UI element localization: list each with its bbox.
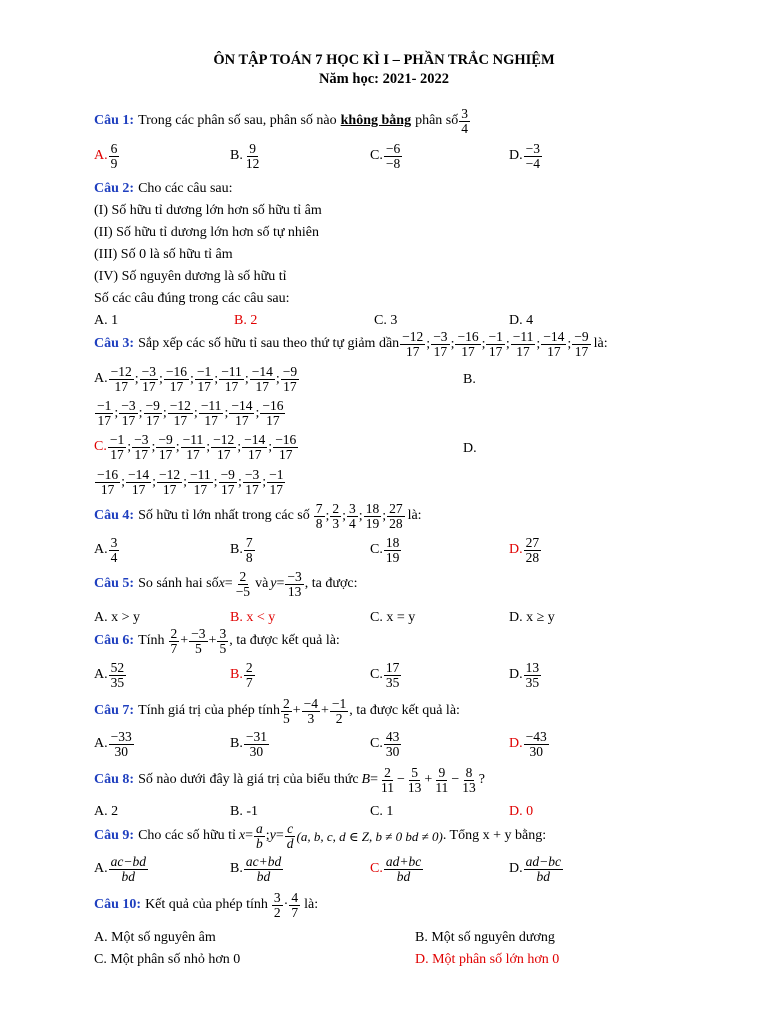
q8-option-c[interactable]: C. 1 (370, 804, 394, 819)
fraction: $\frac{-1}{17}$ (488, 329, 503, 359)
q6-option-d[interactable]: D. 13 35 (509, 660, 540, 690)
q5-option-a[interactable]: A. x > y (94, 610, 141, 625)
question-9: Câu 9: Cho các số hữu tỉ x = $\frac{a}{b}$ ; y = $\frac{c}{d}$ (a, b, c, d ∈ Z, b ≠ 0 bd ≠ 0) . Tổng x + y bằng: (94, 821, 547, 851)
q4-fraction-list: $\frac{7}{8}$ ; $\frac{2}{3}$ ; $\frac{3}{4}$ ; $\frac{18}{19}$ ; $\frac{27}{28}$ (315, 501, 403, 531)
q1-fraction: 3 4 (461, 106, 468, 136)
q2-statement-2: (II) Số hữu tỉ dương lớn hơn số tự nhiên (94, 225, 320, 240)
q3-fraction-list: $\frac{-12}{17}$ ; $\frac{-3}{17}$ ; $\frac{-16}{17}$ ; $\frac{-1}{17}$ ; $\frac{-11}{17}$ ; $\frac{-14}{17}$ ; $\frac{-9}{17}$ (402, 329, 589, 359)
question-7: Câu 7: Tính giá trị của phép tính 2 5 + $\frac{-4}{3}$ + $\frac{-1}{2}$ , ta được kết quả là: (94, 696, 460, 726)
fraction: $\frac{-14}{17}$ (244, 432, 266, 462)
q3-option-b[interactable]: $\frac{-1}{17}$ ; $\frac{-3}{17}$ ; $\frac{-9}{17}$ ; $\frac{-12}{17}$ ; $\frac{-11}{17}$ ; $\frac{-14}{17}$ ; $\frac{-16}{17}$ (97, 398, 284, 428)
q5-option-c[interactable]: C. x = y (370, 610, 416, 625)
fraction: $\frac{-12}{17}$ (169, 398, 191, 428)
q10-option-d[interactable]: D. Một phân số lớn hơn 0 (415, 952, 560, 967)
q3-option-c[interactable]: C. $\frac{-1}{17}$ ; $\frac{-3}{17}$ ; $\frac{-9}{17}$ ; $\frac{-11}{17}$ ; $\frac{-12}{17}$ ; $\frac{-14}{17}$ ; $\frac{-16}{17}$ (94, 432, 297, 462)
q1-post: phân số (415, 113, 459, 129)
page-subtitle: Năm học: 2021- 2022 (318, 71, 450, 87)
q9-option-b[interactable]: B. ac+bd bd (230, 854, 282, 884)
q10-option-b[interactable]: B. Một số nguyên dương (415, 930, 555, 945)
fraction: $\frac{-3}{17}$ (141, 364, 157, 394)
q2-option-b[interactable]: B. 2 (234, 313, 258, 328)
q2-ask: Số các câu đúng trong các câu sau: (94, 291, 290, 306)
fraction: $\frac{-9}{17}$ (220, 467, 235, 497)
q1-label: Câu 1: (94, 113, 135, 129)
q8-label: Câu 8: (94, 772, 135, 788)
q9-option-d[interactable]: D. ad−bc bd (509, 854, 561, 884)
fraction: $\frac{-11}{17}$ (221, 364, 242, 394)
q7-option-b[interactable]: B. −31 30 (230, 729, 267, 759)
fraction: $\frac{-14}{17}$ (128, 467, 150, 497)
q8-option-a[interactable]: A. 2 (94, 804, 119, 819)
q2-option-d[interactable]: D. 4 (509, 313, 534, 328)
q4-option-b[interactable]: B. 7 8 (230, 535, 253, 565)
q9-option-c[interactable]: C. ad+bc bd (370, 854, 422, 884)
q10-option-a[interactable]: A. Một số nguyên âm (94, 930, 216, 945)
q1-emph: không bằng (340, 113, 412, 129)
q5-label: Câu 5: (94, 576, 135, 592)
q3-option-d[interactable]: $\frac{-16}{17}$ ; $\frac{-14}{17}$ ; $\frac{-12}{17}$ ; $\frac{-11}{17}$ ; $\frac{-9}{17}$ ; $\frac{-3}{17}$ ; $\frac{-1}{17}$ (97, 467, 284, 497)
question-3 (94, 330, 608, 359)
fraction: $\frac{-3}{17}$ (433, 329, 448, 359)
q10-text: Kết quả của phép tính (145, 897, 268, 913)
question-2 (94, 182, 233, 196)
fraction: $\frac{-9}{17}$ (145, 398, 160, 428)
q1-text: Trong các phân số sau, phân số nào (138, 113, 337, 129)
fraction: $\frac{-11}{17}$ (200, 398, 222, 428)
q10-label: Câu 10: (94, 897, 142, 913)
q3-option-b-label[interactable]: B. (463, 372, 476, 387)
question-5: Câu 5: So sánh hai số x = $\frac{2}{-5}$ và y = $\frac{-3}{13}$ , ta được: (94, 569, 358, 599)
fraction: $\frac{-3}{17}$ (244, 467, 260, 497)
fraction: $\frac{-12}{17}$ (213, 432, 235, 462)
fraction: $\frac{-16}{17}$ (262, 398, 284, 428)
q4-label: Câu 4: (94, 508, 135, 524)
q2-option-c[interactable]: C. 3 (374, 313, 398, 328)
page-title: ÔN TẬP TOÁN 7 HỌC KÌ I – PHẦN TRẮC NGHIỆM (213, 52, 555, 68)
fraction: $\frac{-11}{17}$ (182, 432, 204, 462)
q6-option-a[interactable]: A. 52 35 (94, 660, 125, 690)
fraction: $\frac{-11}{17}$ (190, 467, 211, 497)
q6-text: Tính (138, 633, 165, 649)
fraction: $\frac{-1}{17}$ (269, 467, 284, 497)
fraction: $\frac{-16}{17}$ (97, 467, 119, 497)
fraction: $\frac{-9}{17}$ (158, 432, 173, 462)
q7-option-a[interactable]: A. −33 30 (94, 729, 132, 759)
fraction: $\frac{3}{4}$ (349, 501, 356, 531)
fraction: $\frac{-3}{17}$ (121, 398, 136, 428)
q3-option-d-label[interactable]: D. (463, 441, 477, 456)
fraction: $\frac{18}{19}$ (365, 501, 380, 531)
q4-text: Số hữu tỉ lớn nhất trong các số (138, 508, 310, 524)
fraction: $\frac{-12}{17}$ (110, 364, 132, 394)
q4-end: là: (407, 508, 422, 524)
question-4 (94, 502, 422, 531)
q1-option-a[interactable]: A. 6 9 (94, 141, 118, 171)
q7-label: Câu 7: (94, 703, 135, 719)
q3-label: Câu 3: (94, 336, 135, 352)
fraction: $\frac{-11}{17}$ (512, 329, 534, 359)
q8-option-b[interactable]: B. -1 (230, 804, 258, 819)
q4-option-a[interactable]: A. 3 4 (94, 535, 118, 565)
fraction: $\frac{-1}{17}$ (109, 432, 125, 462)
fraction: $\frac{-16}{17}$ (457, 329, 479, 359)
fraction: $\frac{-1}{17}$ (196, 364, 212, 394)
q4-option-d[interactable]: D. 27 28 (509, 535, 540, 565)
q2-statement-4: (IV) Số nguyên dương là số hữu tỉ (94, 269, 287, 284)
fraction: $\frac{2}{3}$ (332, 501, 340, 531)
q3-option-a[interactable]: A. $\frac{-12}{17}$ ; $\frac{-3}{17}$ ; $\frac{-16}{17}$ ; $\frac{-1}{17}$ ; $\frac{-11}{17}$ ; $\frac{-14}{17}$ ; $\frac{-9}{17}$ (94, 364, 298, 394)
fraction: $\frac{-12}{17}$ (402, 329, 424, 359)
q5-text: So sánh hai số (138, 576, 219, 592)
q8-option-d[interactable]: D. 0 (509, 804, 534, 819)
q1-option-b[interactable]: B. 9 12 (230, 141, 260, 171)
q6-option-c[interactable]: C. 17 35 (370, 660, 400, 690)
fraction: $\frac{-16}{17}$ (275, 432, 297, 462)
q9-option-a[interactable]: A. ac−bd bd (94, 854, 146, 884)
q6-option-b[interactable]: B. 2 7 (230, 660, 253, 690)
question-6: Câu 6: Tính 2 7 + $\frac{-3}{5}$ + $\frac{3}{5}$ , ta được kết quả là: (94, 626, 340, 656)
q1-option-d[interactable]: D. −3 −4 (509, 141, 540, 171)
q9-text: Cho các số hữu tỉ (138, 828, 236, 844)
q1-option-c[interactable]: C. −6 −8 (370, 141, 401, 171)
q2-option-a[interactable]: A. 1 (94, 313, 119, 328)
q7-text: Tính giá trị của phép tính (138, 703, 280, 719)
fraction: $\frac{-14}{17}$ (231, 398, 253, 428)
q5-option-d[interactable]: D. x ≥ y (509, 610, 555, 625)
fraction: $\frac{-9}{17}$ (282, 364, 298, 394)
fraction: $\frac{-3}{17}$ (134, 432, 149, 462)
fraction: $\frac{7}{8}$ (315, 501, 323, 531)
q10-option-c[interactable]: C. Một phân số nhỏ hơn 0 (94, 952, 241, 967)
fraction: $\frac{-12}{17}$ (159, 467, 181, 497)
question-1 (94, 107, 471, 136)
question-8: Câu 8: Số nào dưới đây là giá trị của biểu thức B = $\frac{2}{11}$ − $\frac{5}{13}$ + $\frac{9}{11}$ − $\frac{8}{13}$ ? (94, 765, 485, 795)
q6-label: Câu 6: (94, 633, 135, 649)
q5-option-b[interactable]: B. x < y (230, 610, 276, 625)
fraction: $\frac{-9}{17}$ (574, 329, 589, 359)
q4-option-c[interactable]: C. 18 19 (370, 535, 400, 565)
q8-text: Số nào dưới đây là giá trị của biểu thức (138, 772, 359, 788)
q3-text: Sắp xếp các số hữu tỉ sau theo thứ tự giảm dần (138, 336, 400, 352)
q2-label: Câu 2: (94, 181, 135, 196)
q7-option-c[interactable]: C. 43 30 (370, 729, 400, 759)
q2-text: Cho các câu sau: (138, 181, 233, 196)
fraction: $\frac{-1}{17}$ (97, 398, 112, 428)
q9-label: Câu 9: (94, 828, 135, 844)
question-10: Câu 10: Kết quả của phép tính 3 2 · 4 7 là: (94, 890, 319, 920)
q7-option-d[interactable]: D. −43 30 (509, 729, 547, 759)
fraction: $\frac{-14}{17}$ (543, 329, 565, 359)
q2-statement-3: (III) Số 0 là số hữu tỉ âm (94, 247, 233, 262)
fraction: $\frac{-16}{17}$ (165, 364, 188, 394)
q3-end: là: (593, 336, 608, 352)
fraction: $\frac{27}{28}$ (389, 501, 403, 531)
fraction: $\frac{-14}{17}$ (251, 364, 273, 394)
q2-statement-1: (I) Số hữu tỉ dương lớn hơn số hữu tỉ âm (94, 203, 322, 218)
